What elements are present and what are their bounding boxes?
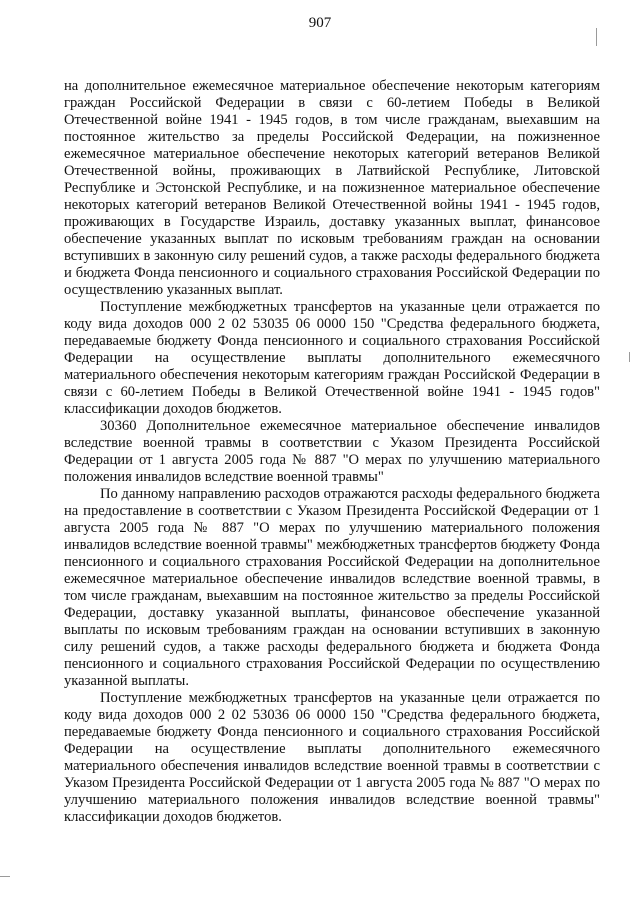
document-body bbox=[64, 78, 600, 826]
paragraph-5: Поступление межбюджетных трансфертов на указанные цели отражается по коду вида доходов 000 2 02 53036 06 0000 150 "Средства федерального бюджета, передаваемые бюджету Фонда пенсионного и социального страхования Российской Федерации на осуществление выплаты дополнительного ежемесячного материального обеспечения инвалидов вследствие военной травмы в соответствии с Указом Президента Российской Федерации от 1 августа 2005 года № 887 "О мерах по улучшению материального положения инвалидов вследствие военной травмы" классификации доходов бюджетов. bbox=[64, 690, 600, 825]
scan-artifact-bottom-left bbox=[0, 876, 10, 877]
page-number: 907 bbox=[308, 15, 332, 31]
paragraph-4: По данному направлению расходов отражаются расходы федерального бюджета на предоставление в соответствии с Указом Президента Российской Федерации от 1 августа 2005 года № 887 "О мерах по улучшению материального положения инвалидов вследствие военной травмы" межбюджетных трансфертов бюджету Фонда пенсионного и социального страхования Российской Федерации на дополнительное ежемесячное материальное обеспечение инвалидов вследствие военной травмы, в том числе гражданам, выехавшим на постоянное жительство за пределы Российской Федерации, доставку указанной выплаты, финансовое обеспечение указанной выплаты по исковым требованиям граждан на основании вступивших в законную силу решений судов, а также расходы федерального бюджета и бюджета Фонда пенсионного и социального страхования Российской Федерации по осуществлению указанной выплаты. bbox=[64, 486, 600, 689]
paragraph-2: Поступление межбюджетных трансфертов на указанные цели отражается по коду вида доходов 000 2 02 53035 06 0000 150 "Средства федерального бюджета, передаваемые бюджету Фонда пенсионного и социального страхования Российской Федерации на осуществление выплаты дополнительного ежемесячного материального обеспечения некоторым категориям граждан Российской Федерации в связи с 60-летием Победы в Великой Отечественной войне 1941 - 1945 годов" классификации доходов бюджетов. bbox=[64, 299, 600, 417]
paragraph-1: на дополнительное ежемесячное материальное обеспечение некоторым категориям граждан Российской Федерации в связи с 60-летием Победы в Великой Отечественной войне 1941 - 1945 годов, в том числе гражданам, выехавшим на постоянное жительство за пределы Российской Федерации, на пожизненное ежемесячное материальное обеспечение некоторых категорий ветеранов Великой Отечественной войны, проживающих в Латвийской Республике, Литовской Республике и Эстонской Республике, и на пожизненное материальное обеспечение некоторых категорий ветеранов Великой Отечественной войны 1941 - 1945 годов, проживающих в Государстве Израиль, доставку указанных выплат, финансовое обеспечение указанных выплат по исковым требованиям граждан на основании вступивших в законную силу решений судов, а также расходы федерального бюджета и бюджета Фонда пенсионного и социального страхования Российской Федерации по осуществлению указанных выплат. bbox=[64, 78, 600, 298]
scan-artifact-mid-right bbox=[629, 352, 630, 362]
paragraph-3: 30360 Дополнительное ежемесячное материальное обеспечение инвалидов вследствие военной травмы в соответствии с Указом Президента Российской Федерации от 1 августа 2005 года № 887 "О мерах по улучшению материального положения инвалидов вследствие военной травмы" bbox=[64, 418, 600, 485]
scan-artifact-top-right bbox=[596, 28, 597, 46]
